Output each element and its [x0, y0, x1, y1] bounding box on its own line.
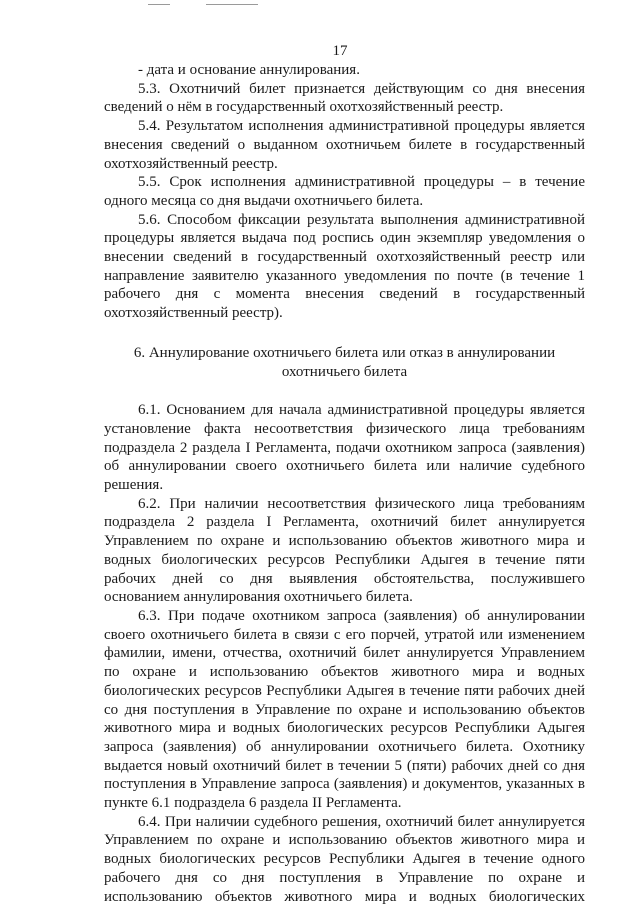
top-rule-right — [206, 4, 258, 5]
section-heading — [104, 344, 585, 381]
top-rule-left — [148, 4, 170, 5]
paragraph-5-5: 5.5. Срок исполнения административной процедуры – в течение одного месяца со дня выдачи охотничьего билета. — [104, 174, 585, 209]
paragraph-6-1: 6.1. Основанием для начала административной процедуры является установление факта несоответствия физического лица требованиям подраздела 2 раздела I Регламента, подачи охотником запроса (заявления) об аннулировании своего охотничьего билета или наличие судебного решения. — [104, 402, 585, 494]
paragraph-6-2: 6.2. При наличии несоответствия физического лица требованиям подраздела 2 раздела I Регламента, охотничий билет аннулируется Управлением по охране и использованию объектов животного мира и водных биологических ресурсов Республики Адыгея в течение пяти рабочих дней со дня выявления обстоятельства, послужившего основанием аннулирования охотничьего билета. — [104, 495, 585, 606]
section-heading-line-2: охотничьего билета — [281, 363, 408, 380]
paragraph-5-3: 5.3. Охотничий билет признается действующим со дня внесения сведений о нём в государственный охотхозяйственный реестр. — [104, 80, 585, 116]
spacer — [104, 323, 585, 344]
document-body — [104, 61, 585, 906]
paragraph-5-2-end: - дата и основание аннулирования. — [138, 62, 360, 78]
paragraph-5-4: 5.4. Результатом исполнения административной процедуры является внесения сведений о выданном охотничьем билете в государственный охотхозяйственный реестр. — [104, 118, 585, 172]
paragraph-6-3: 6.3. При подаче охотником запроса (заявления) об аннулировании своего охотничьего билета в связи с его порчей, утратой или изменением фамилии, имени, отчества, охотничий билет аннулируется Управлением по охране и использованию объектов животного мира и водных биологических ресурсов Республики Адыгея в течение пяти рабочих дней со дня поступления в Управление по охране и использованию объектов животного мира и водных биологических ресурсов Республики Адыгея запроса (заявления) об аннулировании охотничьего билета. Охотнику выдается новый охотничий билет в течении 5 (пяти) рабочих дней со дня поступления в Управление запроса (заявления) и документов, указанных в пункте 6.1 подраздела 6 раздела II Регламента. — [104, 607, 585, 812]
spacer — [104, 381, 585, 401]
section-heading-line-1: 6. Аннулирование охотничьего билета или отказ в аннулировании — [133, 344, 556, 361]
page-number: 17 — [332, 43, 348, 59]
paragraph-6-4: 6.4. При наличии судебного решения, охотничий билет аннулируется Управлением по охране и использованию объектов животного мира и водных биологических ресурсов Республики Адыгея в течение одного рабочего дня со дня поступления в Управление по охране и использованию объектов животного мира и водных биологических — [104, 813, 585, 905]
paragraph-5-6: 5.6. Способом фиксации результата выполнения административной процедуры является выдача под роспись один экземпляр уведомления о внесении сведений в государственный охотхозяйственный реестр или направление заявителю указанного уведомления по почте (в течение 1 рабочего дня с момента внесения сведений в государственный охотхозяйственный реестр). — [104, 211, 585, 322]
